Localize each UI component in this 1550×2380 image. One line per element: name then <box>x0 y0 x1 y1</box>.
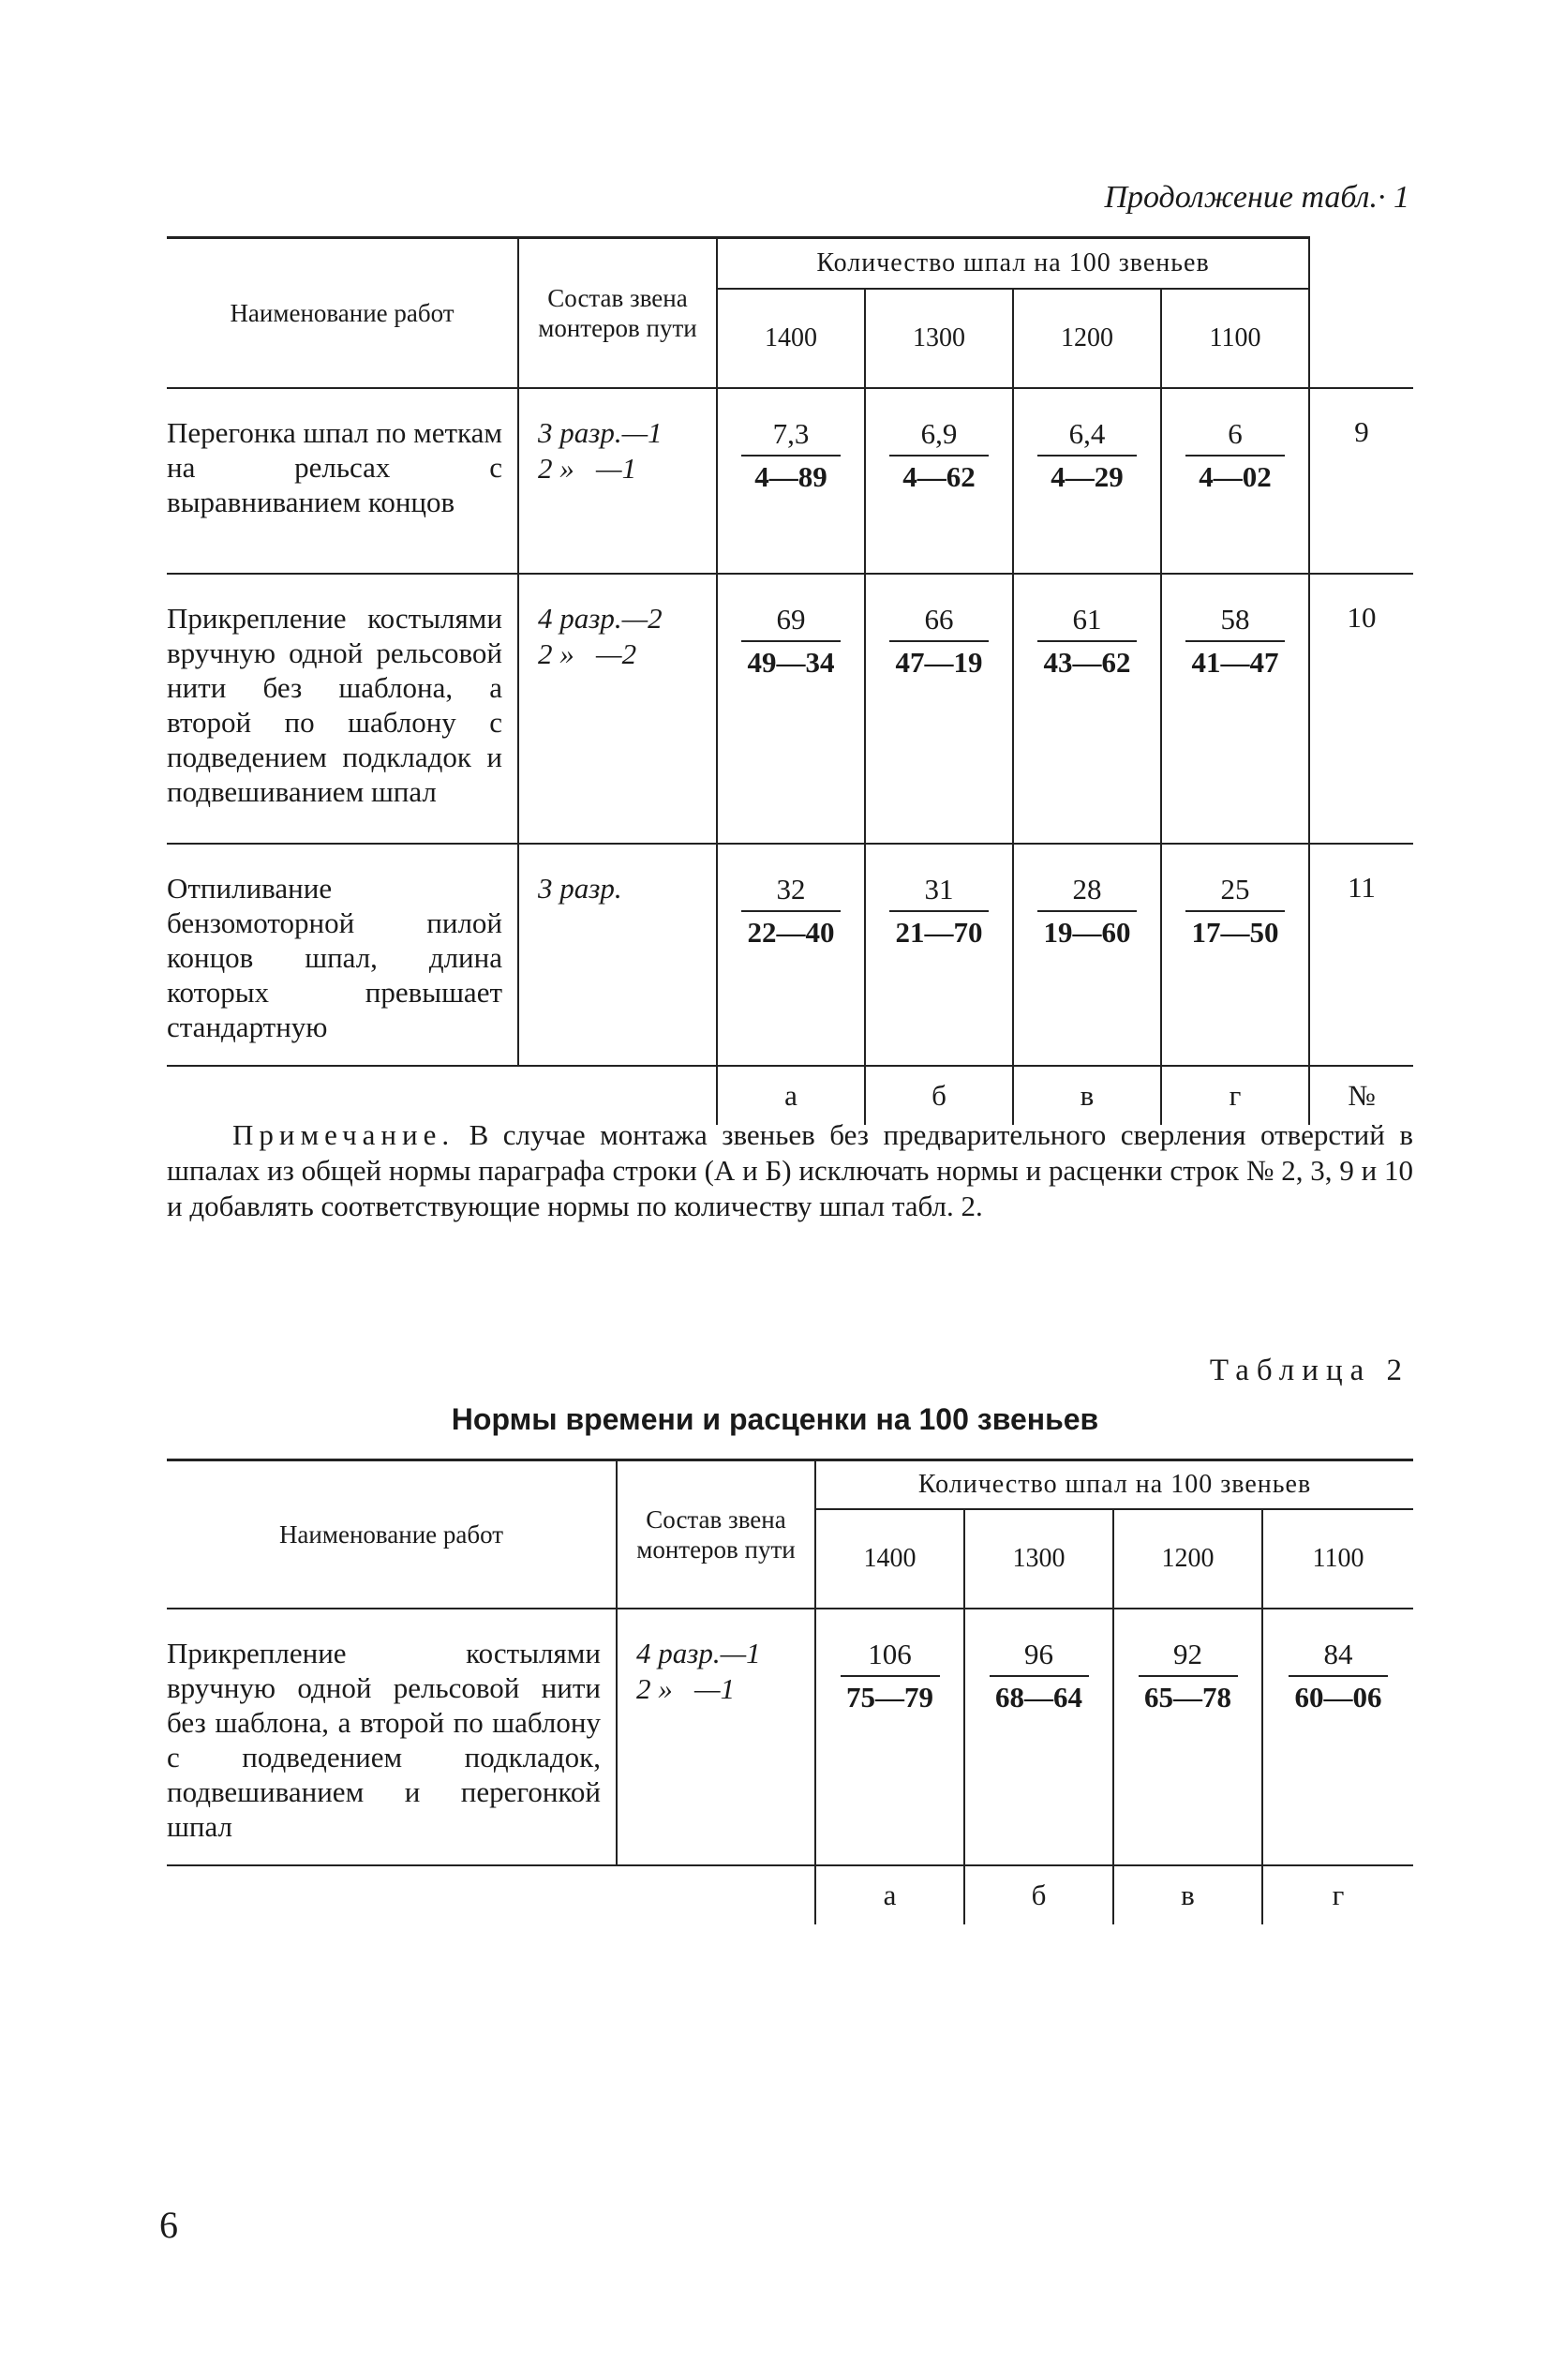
header-empty <box>1309 238 1413 290</box>
norm-value <box>1185 873 1285 950</box>
norm-value <box>1037 603 1137 680</box>
time-norm: 92 <box>1139 1638 1238 1677</box>
table-row <box>167 388 1413 574</box>
norm-value <box>1037 417 1137 494</box>
row-number: 10 <box>1309 574 1413 844</box>
footer-col-v: в <box>1013 1066 1161 1125</box>
header-crew: Состав звена монтеров пути <box>518 238 717 389</box>
work-name: Прикрепление костылями вручную одной рельсовой нити без шаблона, а второй по шаблону с подведением подкладок, подвешиванием и перегонкой шпал <box>167 1609 617 1865</box>
table-footer-row <box>167 1066 1413 1125</box>
norm-value <box>1185 603 1285 680</box>
crew-composition: 3 разр. <box>518 844 717 1066</box>
rate: 65—78 <box>1144 1681 1231 1714</box>
norm-value <box>1037 873 1137 950</box>
header-col-1400: 1400 <box>717 289 865 388</box>
continuation-label: Продолжение табл.· 1 <box>1104 180 1409 215</box>
header-col-1200: 1200 <box>1013 289 1161 388</box>
table-header-row <box>167 238 1413 290</box>
time-norm: 58 <box>1185 603 1285 642</box>
norm-value <box>841 1638 940 1714</box>
footer-col-b: б <box>964 1865 1113 1924</box>
table-header-row <box>167 1460 1413 1510</box>
header-col-1100: 1100 <box>1262 1509 1413 1609</box>
note-text: В случае монтажа звеньев без предварительного сверления отверстий в шпалах из общей нормы параграфа строки (А и Б) исключать нормы и расценки строк № 2, 3, 9 и 10 и добавлять соответствующие нормы по количеству шпал табл. 2. <box>167 1118 1413 1222</box>
rate: 47—19 <box>895 646 983 679</box>
time-norm: 6 <box>1185 417 1285 457</box>
norms-table-2 <box>167 1459 1413 1924</box>
rate: 60—06 <box>1294 1681 1382 1714</box>
rate: 68—64 <box>995 1681 1082 1714</box>
footer-col-number: № <box>1348 1079 1376 1112</box>
header-col-1300: 1300 <box>865 289 1013 388</box>
time-norm: 61 <box>1037 603 1137 642</box>
table-footer-row <box>167 1865 1413 1924</box>
row-number: 11 <box>1309 844 1413 1066</box>
rate: 21—70 <box>895 916 983 949</box>
norm-value <box>741 603 841 680</box>
table2-label: Таблица 2 <box>1209 1354 1409 1387</box>
time-norm: 32 <box>741 873 841 912</box>
rate: 49—34 <box>747 646 835 679</box>
time-norm: 84 <box>1289 1638 1388 1677</box>
rate: 43—62 <box>1043 646 1131 679</box>
table-row <box>167 1609 1413 1865</box>
rate: 17—50 <box>1191 916 1279 949</box>
norm-value <box>1139 1638 1238 1714</box>
time-norm: 25 <box>1185 873 1285 912</box>
header-col-1400: 1400 <box>815 1509 964 1609</box>
norm-value <box>889 417 989 494</box>
norms-table-1 <box>167 236 1413 1125</box>
norm-value <box>741 873 841 950</box>
rate: 75—79 <box>846 1681 933 1714</box>
time-norm: 69 <box>741 603 841 642</box>
time-norm: 66 <box>889 603 989 642</box>
norm-value <box>889 873 989 950</box>
time-norm: 96 <box>990 1638 1089 1677</box>
header-work-name: Наименование работ <box>167 238 518 389</box>
norm-value <box>990 1638 1089 1714</box>
time-norm: 6,4 <box>1037 417 1137 457</box>
row-number: 9 <box>1309 388 1413 574</box>
footer-col-a: а <box>815 1865 964 1924</box>
page-number: 6 <box>159 2204 178 2246</box>
header-crew: Состав звена монтеров пути <box>617 1460 815 1609</box>
note-lead: Примечание. <box>232 1118 455 1151</box>
time-norm: 28 <box>1037 873 1137 912</box>
footer-col-b: б <box>865 1066 1013 1125</box>
rate: 4—02 <box>1199 460 1272 493</box>
work-name: Прикрепление костылями вручную одной рельсовой нити без шаблона, а второй по шаблону с подведением подкладок и подвешиванием шпал <box>167 574 518 844</box>
table-row <box>167 844 1413 1066</box>
norm-value <box>1289 1638 1388 1714</box>
norm-value <box>741 417 841 494</box>
rate: 22—40 <box>747 916 835 949</box>
work-name: Перегонка шпал по меткам на рельсах с выравниванием концов <box>167 388 518 574</box>
footer-col-a: а <box>717 1066 865 1125</box>
header-col-1300: 1300 <box>964 1509 1113 1609</box>
rate: 4—62 <box>902 460 976 493</box>
time-norm: 106 <box>841 1638 940 1677</box>
footer-col-g: г <box>1161 1066 1309 1125</box>
header-work-name: Наименование работ <box>167 1460 617 1609</box>
time-norm: 6,9 <box>889 417 989 457</box>
norm-value <box>889 603 989 680</box>
time-norm: 7,3 <box>741 417 841 457</box>
work-name: Отпиливание бензомоторной пилой концов шпал, длина которых превышает стандартную <box>167 844 518 1066</box>
crew-composition: 4 разр.—1 2 » —1 <box>617 1609 815 1865</box>
table-note <box>167 1117 1413 1224</box>
crew-composition: 3 разр.—1 2 » —1 <box>518 388 717 574</box>
time-norm: 31 <box>889 873 989 912</box>
rate: 4—89 <box>754 460 827 493</box>
header-sleeper-count: Количество шпал на 100 звеньев <box>717 238 1309 290</box>
rate: 19—60 <box>1043 916 1131 949</box>
rate: 41—47 <box>1191 646 1279 679</box>
header-col-1100: 1100 <box>1161 289 1309 388</box>
crew-composition: 4 разр.—2 2 » —2 <box>518 574 717 844</box>
table2-title: Нормы времени и расценки на 100 звеньев <box>451 1402 1099 1436</box>
table-row <box>167 574 1413 844</box>
footer-col-v: в <box>1113 1865 1262 1924</box>
header-col-1200: 1200 <box>1113 1509 1262 1609</box>
footer-col-g: г <box>1262 1865 1413 1924</box>
header-sleeper-count: Количество шпал на 100 звеньев <box>815 1460 1413 1510</box>
rate: 4—29 <box>1051 460 1124 493</box>
norm-value <box>1185 417 1285 494</box>
